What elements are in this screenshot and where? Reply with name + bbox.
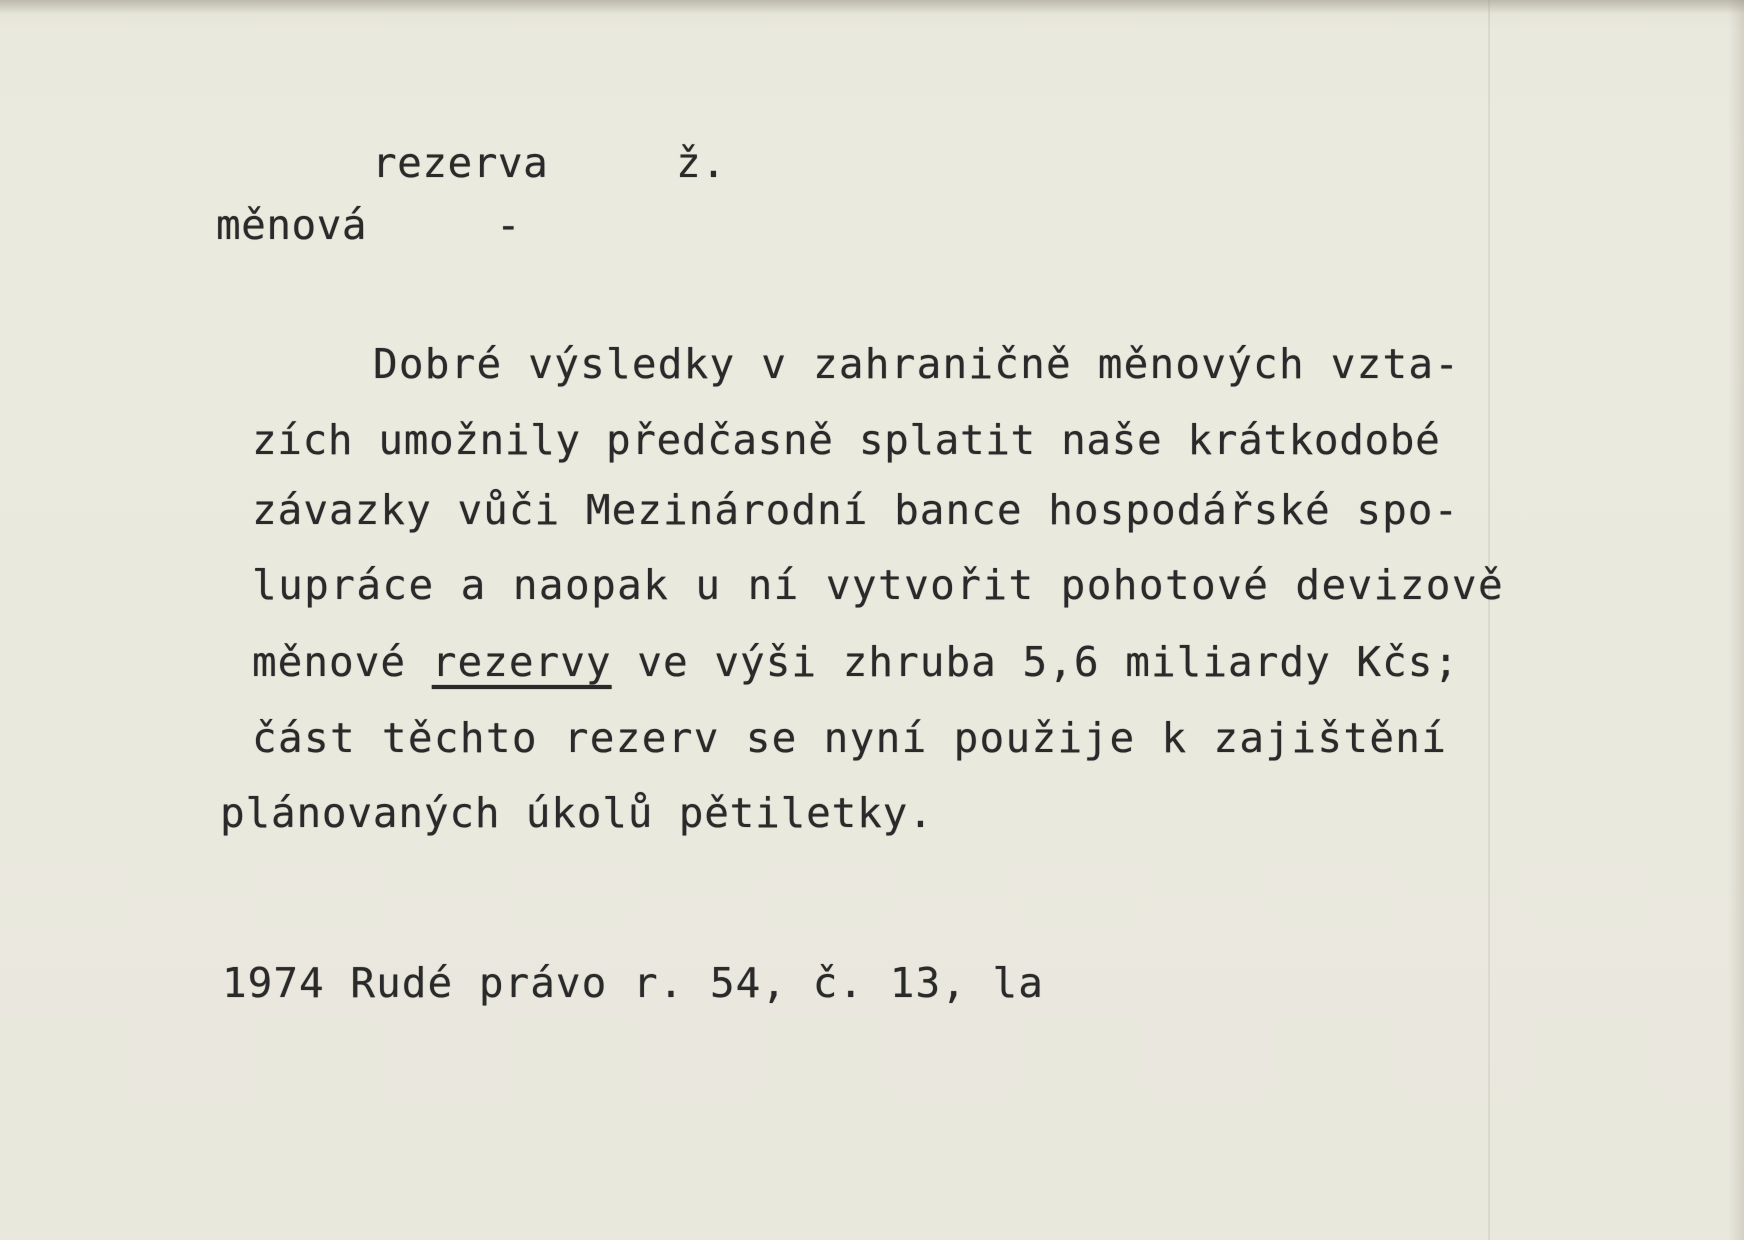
underlined-keyword: rezervy: [431, 638, 612, 686]
excerpt-line-5: [252, 638, 1460, 686]
excerpt-line-2: zích umožnily předčasně splatit naše krátkodobé: [252, 416, 1441, 464]
excerpt-line-5-start: měnové: [252, 638, 432, 686]
excerpt-line-3: závazky vůči Mezinárodní bance hospodářské spo-: [252, 486, 1460, 534]
excerpt-line-7: plánovaných úkolů pětiletky.: [220, 789, 934, 837]
excerpt-line-4: lupráce a naopak u ní vytvořit pohotové devizově: [252, 561, 1505, 609]
source-citation: 1974 Rudé právo r. 54, č. 13, la: [222, 959, 1044, 1007]
card-top-shadow: [0, 0, 1744, 14]
collocation: měnová: [216, 201, 368, 249]
card-right-edge: [1728, 0, 1744, 1240]
gender-label: ž.: [676, 139, 727, 187]
collocation-dash: -: [496, 201, 522, 249]
headword: rezerva: [372, 139, 549, 187]
excerpt-line-5-end: ve výši zhruba 5,6 miliardy Kčs;: [611, 638, 1460, 686]
excerpt-line-6: část těchto rezerv se nyní použije k zajištění: [252, 714, 1448, 762]
card-fold-line: [1488, 0, 1490, 1240]
excerpt-line-1: Dobré výsledky v zahraničně měnových vzta-: [373, 340, 1461, 388]
